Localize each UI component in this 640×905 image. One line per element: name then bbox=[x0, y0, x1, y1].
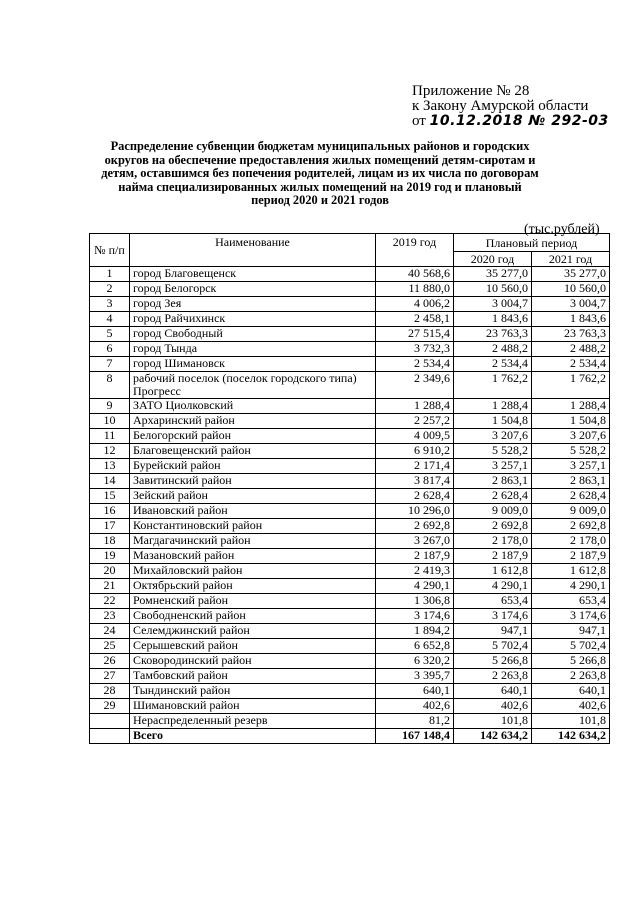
appendix-date-prefix: от bbox=[412, 113, 426, 129]
row-2019: 2 692,8 bbox=[376, 519, 454, 534]
row-2019: 40 568,6 bbox=[376, 267, 454, 282]
table-row bbox=[90, 699, 610, 714]
row-name: город Свободный bbox=[130, 327, 376, 342]
row-name: город Благовещенск bbox=[130, 267, 376, 282]
row-2020: 35 277,0 bbox=[454, 267, 532, 282]
row-name: город Зея bbox=[130, 297, 376, 312]
row-2020: 3 257,1 bbox=[454, 459, 532, 474]
header-2020: 2020 год bbox=[454, 252, 532, 267]
row-2021: 640,1 bbox=[532, 684, 610, 699]
row-number: 21 bbox=[90, 579, 130, 594]
table-row bbox=[90, 474, 610, 489]
row-2019: 2 257,2 bbox=[376, 414, 454, 429]
row-number: 26 bbox=[90, 654, 130, 669]
row-number: 20 bbox=[90, 564, 130, 579]
row-2021: 9 009,0 bbox=[532, 504, 610, 519]
row-name: Магдагачинский район bbox=[130, 534, 376, 549]
row-2019: 2 187,9 bbox=[376, 549, 454, 564]
table-row bbox=[90, 534, 610, 549]
appendix-number: Приложение № 28 bbox=[412, 83, 530, 99]
row-2021: 1 288,4 bbox=[532, 399, 610, 414]
row-2019: 640,1 bbox=[376, 684, 454, 699]
row-2021: 2 178,0 bbox=[532, 534, 610, 549]
row-2020: 3 207,6 bbox=[454, 429, 532, 444]
row-2021: 653,4 bbox=[532, 594, 610, 609]
row-2019: 1 894,2 bbox=[376, 624, 454, 639]
row-2020: 101,8 bbox=[454, 714, 532, 729]
units-label: (тыс.рублей) bbox=[524, 222, 600, 237]
row-2021: 402,6 bbox=[532, 699, 610, 714]
row-name: ЗАТО Циолковский bbox=[130, 399, 376, 414]
row-number: 10 bbox=[90, 414, 130, 429]
row-2021: 1 843,6 bbox=[532, 312, 610, 327]
table-row bbox=[90, 639, 610, 654]
row-2021: 35 277,0 bbox=[532, 267, 610, 282]
row-2021: 2 628,4 bbox=[532, 489, 610, 504]
table-row bbox=[90, 357, 610, 372]
row-name: Бурейский район bbox=[130, 459, 376, 474]
row-2020: 640,1 bbox=[454, 684, 532, 699]
row-number: 8 bbox=[90, 372, 130, 399]
appendix-block bbox=[412, 84, 622, 129]
table-row bbox=[90, 684, 610, 699]
row-name: Михайловский район bbox=[130, 564, 376, 579]
table-row bbox=[90, 267, 610, 282]
row-name: Серышевский район bbox=[130, 639, 376, 654]
row-2019: 2 419,3 bbox=[376, 564, 454, 579]
row-2020: 9 009,0 bbox=[454, 504, 532, 519]
row-2020: 5 702,4 bbox=[454, 639, 532, 654]
row-2019: 1 306,8 bbox=[376, 594, 454, 609]
table-row bbox=[90, 444, 610, 459]
row-2021: 1 762,2 bbox=[532, 372, 610, 399]
row-number: 13 bbox=[90, 459, 130, 474]
row-2021: 23 763,3 bbox=[532, 327, 610, 342]
table-row bbox=[90, 342, 610, 357]
header-num: № п/п bbox=[90, 234, 130, 267]
total-2019: 167 148,4 bbox=[376, 729, 454, 744]
row-2021: 1 504,8 bbox=[532, 414, 610, 429]
table-body bbox=[90, 267, 610, 729]
row-2021: 3 174,6 bbox=[532, 609, 610, 624]
row-name: Белогорский район bbox=[130, 429, 376, 444]
row-name: рабочий поселок (поселок городского типа) Прогресс bbox=[130, 372, 376, 399]
table-row bbox=[90, 579, 610, 594]
row-number: 12 bbox=[90, 444, 130, 459]
row-2019: 3 395,7 bbox=[376, 669, 454, 684]
row-2021: 2 187,9 bbox=[532, 549, 610, 564]
row-name: Сковородинский район bbox=[130, 654, 376, 669]
table-row bbox=[90, 609, 610, 624]
row-2020: 2 863,1 bbox=[454, 474, 532, 489]
row-2021: 2 263,8 bbox=[532, 669, 610, 684]
row-2020: 2 187,9 bbox=[454, 549, 532, 564]
row-2019: 2 628,4 bbox=[376, 489, 454, 504]
row-2020: 1 612,8 bbox=[454, 564, 532, 579]
row-name: Константиновский район bbox=[130, 519, 376, 534]
row-number: 14 bbox=[90, 474, 130, 489]
row-name: Зейский район bbox=[130, 489, 376, 504]
row-2019: 4 006,2 bbox=[376, 297, 454, 312]
table-row bbox=[90, 312, 610, 327]
row-number: 9 bbox=[90, 399, 130, 414]
row-2019: 2 171,4 bbox=[376, 459, 454, 474]
row-2019: 6 910,2 bbox=[376, 444, 454, 459]
row-number: 28 bbox=[90, 684, 130, 699]
row-name: Шимановский район bbox=[130, 699, 376, 714]
row-2019: 2 534,4 bbox=[376, 357, 454, 372]
table-row bbox=[90, 459, 610, 474]
row-2020: 10 560,0 bbox=[454, 282, 532, 297]
row-2021: 10 560,0 bbox=[532, 282, 610, 297]
row-number: 11 bbox=[90, 429, 130, 444]
row-number: 3 bbox=[90, 297, 130, 312]
row-2020: 2 488,2 bbox=[454, 342, 532, 357]
row-2019: 27 515,4 bbox=[376, 327, 454, 342]
total-2020: 142 634,2 bbox=[454, 729, 532, 744]
table-row bbox=[90, 282, 610, 297]
row-name: Нераспределенный резерв bbox=[130, 714, 376, 729]
row-name: город Райчихинск bbox=[130, 312, 376, 327]
table-row bbox=[90, 669, 610, 684]
row-2020: 1 504,8 bbox=[454, 414, 532, 429]
row-2020: 5 528,2 bbox=[454, 444, 532, 459]
row-2020: 5 266,8 bbox=[454, 654, 532, 669]
row-2019: 3 732,3 bbox=[376, 342, 454, 357]
appendix-handwritten-date: 10.12.2018 № 292-03 bbox=[429, 113, 609, 129]
row-2021: 5 702,4 bbox=[532, 639, 610, 654]
row-number bbox=[90, 714, 130, 729]
row-2020: 4 290,1 bbox=[454, 579, 532, 594]
row-number: 2 bbox=[90, 282, 130, 297]
row-number: 1 bbox=[90, 267, 130, 282]
table-row bbox=[90, 549, 610, 564]
row-2020: 947,1 bbox=[454, 624, 532, 639]
row-2019: 4 290,1 bbox=[376, 579, 454, 594]
row-number: 23 bbox=[90, 609, 130, 624]
row-2021: 5 266,8 bbox=[532, 654, 610, 669]
table-row bbox=[90, 489, 610, 504]
row-2020: 1 288,4 bbox=[454, 399, 532, 414]
row-2020: 1 762,2 bbox=[454, 372, 532, 399]
table-row bbox=[90, 399, 610, 414]
row-2019: 6 652,8 bbox=[376, 639, 454, 654]
row-2020: 23 763,3 bbox=[454, 327, 532, 342]
row-2020: 2 692,8 bbox=[454, 519, 532, 534]
row-number: 27 bbox=[90, 669, 130, 684]
row-2021: 101,8 bbox=[532, 714, 610, 729]
document-title: Распределение субвенции бюджетам муниципальных районов и городских округов на обеспечение предоставления жилых помещений детям-сиротам и детям, оставшимся без попечения родителей, лицам из их числа по договорам найма специализированных жилых помещений на 2019 год и плановый период 2020 и 2021 годов bbox=[101, 139, 539, 207]
total-row bbox=[90, 729, 610, 744]
row-number: 17 bbox=[90, 519, 130, 534]
row-2020: 2 534,4 bbox=[454, 357, 532, 372]
row-name: Мазановский район bbox=[130, 549, 376, 564]
row-2020: 402,6 bbox=[454, 699, 532, 714]
row-2019: 3 817,4 bbox=[376, 474, 454, 489]
row-2019: 6 320,2 bbox=[376, 654, 454, 669]
table-row bbox=[90, 372, 610, 399]
total-num-cell bbox=[90, 729, 130, 744]
row-number: 15 bbox=[90, 489, 130, 504]
row-2021: 3 257,1 bbox=[532, 459, 610, 474]
row-2019: 81,2 bbox=[376, 714, 454, 729]
row-number: 18 bbox=[90, 534, 130, 549]
table-row bbox=[90, 624, 610, 639]
table-row bbox=[90, 714, 610, 729]
row-2019: 402,6 bbox=[376, 699, 454, 714]
row-name: город Шимановск bbox=[130, 357, 376, 372]
row-2020: 3 174,6 bbox=[454, 609, 532, 624]
header-2021: 2021 год bbox=[532, 252, 610, 267]
table-row bbox=[90, 594, 610, 609]
row-2020: 2 178,0 bbox=[454, 534, 532, 549]
row-2019: 4 009,5 bbox=[376, 429, 454, 444]
row-number: 19 bbox=[90, 549, 130, 564]
row-2021: 2 863,1 bbox=[532, 474, 610, 489]
table-row bbox=[90, 504, 610, 519]
row-2021: 2 488,2 bbox=[532, 342, 610, 357]
table-row bbox=[90, 297, 610, 312]
row-number: 7 bbox=[90, 357, 130, 372]
table-row bbox=[90, 654, 610, 669]
appendix-law-reference: к Закону Амурской области bbox=[412, 98, 589, 114]
row-2021: 3 004,7 bbox=[532, 297, 610, 312]
table-row bbox=[90, 519, 610, 534]
row-name: Тамбовский район bbox=[130, 669, 376, 684]
header-2019: 2019 год bbox=[376, 234, 454, 267]
appendix-date-line bbox=[412, 114, 622, 129]
row-2019: 2 349,6 bbox=[376, 372, 454, 399]
row-number: 29 bbox=[90, 699, 130, 714]
row-2020: 2 628,4 bbox=[454, 489, 532, 504]
row-name: Селемджинский район bbox=[130, 624, 376, 639]
row-2020: 1 843,6 bbox=[454, 312, 532, 327]
row-2019: 1 288,4 bbox=[376, 399, 454, 414]
table-row bbox=[90, 327, 610, 342]
row-2019: 2 458,1 bbox=[376, 312, 454, 327]
row-name: город Белогорск bbox=[130, 282, 376, 297]
header-name: Наименование bbox=[130, 234, 376, 267]
row-name: Ивановский район bbox=[130, 504, 376, 519]
row-name: Ромненский район bbox=[130, 594, 376, 609]
row-number: 22 bbox=[90, 594, 130, 609]
row-name: город Тында bbox=[130, 342, 376, 357]
row-number: 5 bbox=[90, 327, 130, 342]
row-number: 6 bbox=[90, 342, 130, 357]
row-name: Благовещенский район bbox=[130, 444, 376, 459]
total-label: Всего bbox=[130, 729, 376, 744]
row-name: Октябрьский район bbox=[130, 579, 376, 594]
row-name: Завитинский район bbox=[130, 474, 376, 489]
row-2021: 2 534,4 bbox=[532, 357, 610, 372]
row-2019: 3 174,6 bbox=[376, 609, 454, 624]
table-row bbox=[90, 564, 610, 579]
row-number: 16 bbox=[90, 504, 130, 519]
row-2021: 4 290,1 bbox=[532, 579, 610, 594]
row-2020: 2 263,8 bbox=[454, 669, 532, 684]
row-2021: 1 612,8 bbox=[532, 564, 610, 579]
table-row bbox=[90, 429, 610, 444]
row-2021: 3 207,6 bbox=[532, 429, 610, 444]
row-2020: 3 004,7 bbox=[454, 297, 532, 312]
row-2019: 11 880,0 bbox=[376, 282, 454, 297]
row-2021: 2 692,8 bbox=[532, 519, 610, 534]
total-2021: 142 634,2 bbox=[532, 729, 610, 744]
row-number: 25 bbox=[90, 639, 130, 654]
row-2021: 5 528,2 bbox=[532, 444, 610, 459]
row-2021: 947,1 bbox=[532, 624, 610, 639]
header-plan-period: Плановый период bbox=[454, 234, 610, 252]
row-2019: 10 296,0 bbox=[376, 504, 454, 519]
row-name: Архаринский район bbox=[130, 414, 376, 429]
row-number: 4 bbox=[90, 312, 130, 327]
row-2019: 3 267,0 bbox=[376, 534, 454, 549]
table-row bbox=[90, 414, 610, 429]
row-name: Свободненский район bbox=[130, 609, 376, 624]
row-number: 24 bbox=[90, 624, 130, 639]
row-name: Тындинский район bbox=[130, 684, 376, 699]
row-2020: 653,4 bbox=[454, 594, 532, 609]
subvention-table bbox=[89, 233, 610, 744]
